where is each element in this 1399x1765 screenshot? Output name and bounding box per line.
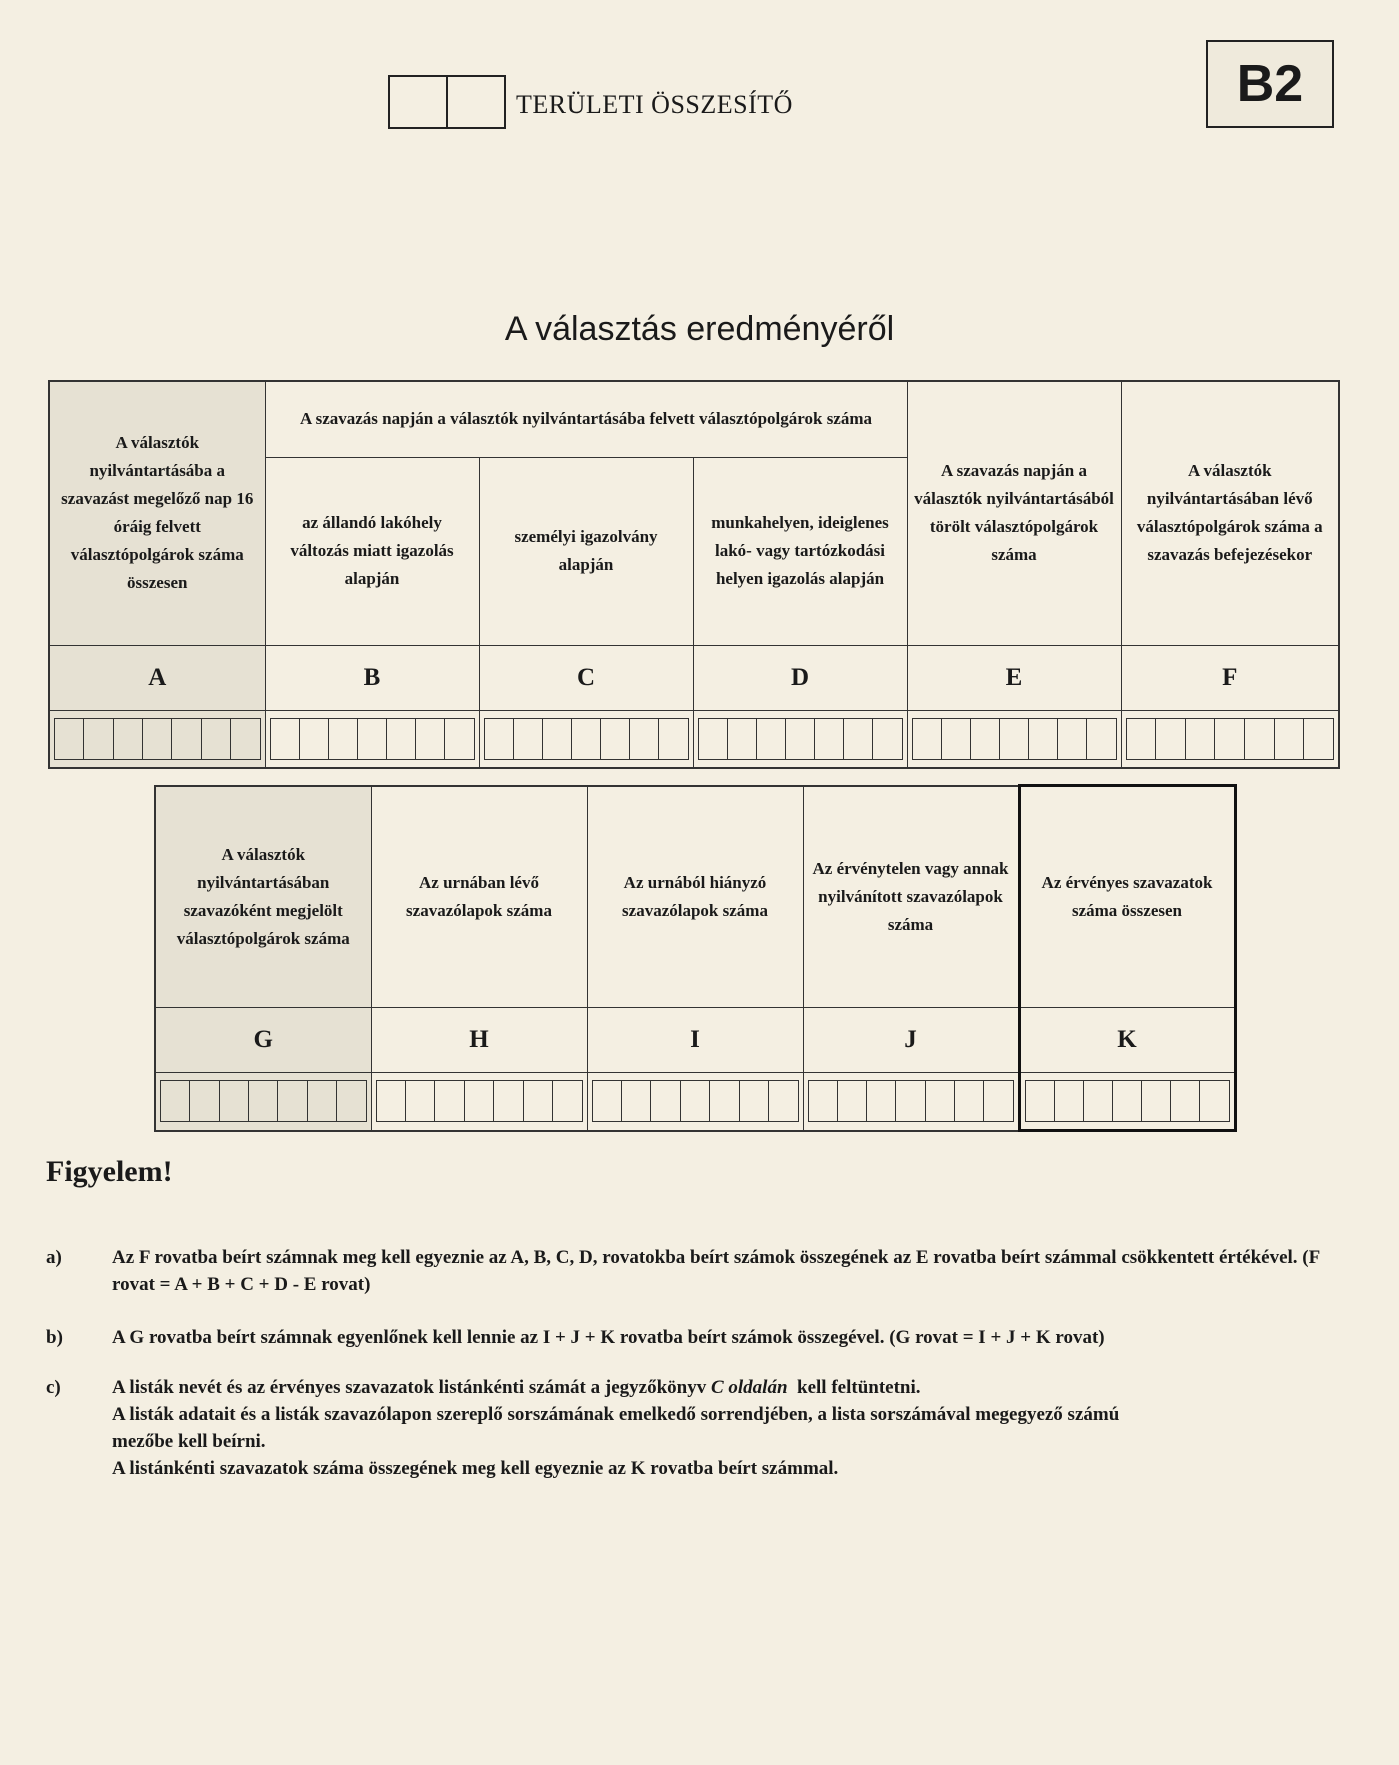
column-k-digits[interactable]	[1019, 1073, 1235, 1131]
note-b-mark: b)	[46, 1327, 63, 1348]
column-f-header: A választók nyilvántartásában lévő választópolgárok száma a szavazás befejezésekor	[1121, 381, 1339, 645]
column-f-digits[interactable]	[1121, 710, 1339, 768]
column-j-digits[interactable]	[803, 1073, 1019, 1131]
column-j-letter: J	[803, 1008, 1019, 1073]
header-title: TERÜLETI ÖSSZESÍTŐ	[516, 90, 793, 119]
column-b-digits[interactable]	[265, 710, 479, 768]
column-g-header: A választók nyilvántartásában szavazóként megjelölt választópolgárok száma	[155, 786, 371, 1008]
column-h-digits[interactable]	[371, 1073, 587, 1131]
note-b	[46, 1324, 1346, 1351]
note-c-line3: A listánkénti szavazatok száma összegének meg kell egyeznie az K rovatba beírt számmal.	[112, 1458, 839, 1479]
area-code-boxes[interactable]	[388, 75, 506, 129]
column-a-letter: A	[49, 645, 265, 710]
column-i-header: Az urnából hiányzó szavazólapok száma	[587, 786, 803, 1008]
note-c-mark: c)	[46, 1377, 61, 1398]
column-bcd-group-header: A szavazás napján a választók nyilvántartásába felvett választópolgárok száma	[265, 381, 907, 457]
note-c	[46, 1374, 1346, 1482]
column-k-letter: K	[1019, 1008, 1235, 1073]
column-h-letter: H	[371, 1008, 587, 1073]
column-f-letter: F	[1121, 645, 1339, 710]
column-g-letter: G	[155, 1008, 371, 1073]
note-a-text: Az F rovatba beírt számnak meg kell egyeznie az A, B, C, D, rovatokba beírt számok összegének az E rovatba beírt számmal csökkentett értékével. (F rovat = A + B + C + D - E rovat)	[112, 1247, 1320, 1295]
form-id-badge: B2	[1206, 40, 1334, 128]
column-g-digits[interactable]	[155, 1073, 371, 1131]
note-c-emphasis: C oldalán	[710, 1377, 788, 1398]
column-c-letter: C	[479, 645, 693, 710]
results-table-bottom	[154, 784, 1237, 1132]
column-i-digits[interactable]	[587, 1073, 803, 1131]
column-b-letter: B	[265, 645, 479, 710]
column-h-header: Az urnában lévő szavazólapok száma	[371, 786, 587, 1008]
note-c-line2: A listák adatait és a listák szavazólapon szereplő sorszámának emelkedő sorrendjében, a lista sorszámával megegyező számú mezőbe kell beírni.	[112, 1404, 1120, 1452]
note-a-mark: a)	[46, 1247, 62, 1268]
note-b-text: A G rovatba beírt számnak egyenlőnek kell lennie az I + J + K rovatba beírt számok összegével. (G rovat = I + J + K rovat)	[112, 1327, 1105, 1348]
column-i-letter: I	[587, 1008, 803, 1073]
column-a-digits[interactable]	[49, 710, 265, 768]
results-table-top	[48, 380, 1340, 769]
note-a	[46, 1244, 1346, 1298]
column-c-header: személyi igazolvány alapján	[479, 457, 693, 645]
column-c-digits[interactable]	[479, 710, 693, 768]
column-j-header: Az érvénytelen vagy annak nyilvánított szavazólapok száma	[803, 786, 1019, 1008]
column-d-header: munkahelyen, ideiglenes lakó- vagy tartózkodási helyen igazolás alapján	[693, 457, 907, 645]
code-box[interactable]	[390, 77, 448, 127]
column-d-letter: D	[693, 645, 907, 710]
column-e-header: A szavazás napján a választók nyilvántartásából törölt választópolgárok száma	[907, 381, 1121, 645]
code-box[interactable]	[448, 77, 504, 127]
column-e-letter: E	[907, 645, 1121, 710]
note-c-line1: A listák nevét és az érvényes szavazatok listánkénti számát a jegyzőkönyv C oldalán kell feltüntetni.	[112, 1377, 921, 1398]
page-title: A választás eredményéről	[504, 310, 895, 348]
column-b-header: az állandó lakóhely változás miatt igazolás alapján	[265, 457, 479, 645]
attention-heading: Figyelem!	[46, 1155, 173, 1188]
column-e-digits[interactable]	[907, 710, 1121, 768]
column-a-header: A választók nyilvántartásába a szavazást megelőző nap 16 óráig felvett választópolgárok száma összesen	[49, 381, 265, 645]
column-k-header: Az érvényes szavazatok száma összesen	[1019, 786, 1235, 1008]
column-d-digits[interactable]	[693, 710, 907, 768]
